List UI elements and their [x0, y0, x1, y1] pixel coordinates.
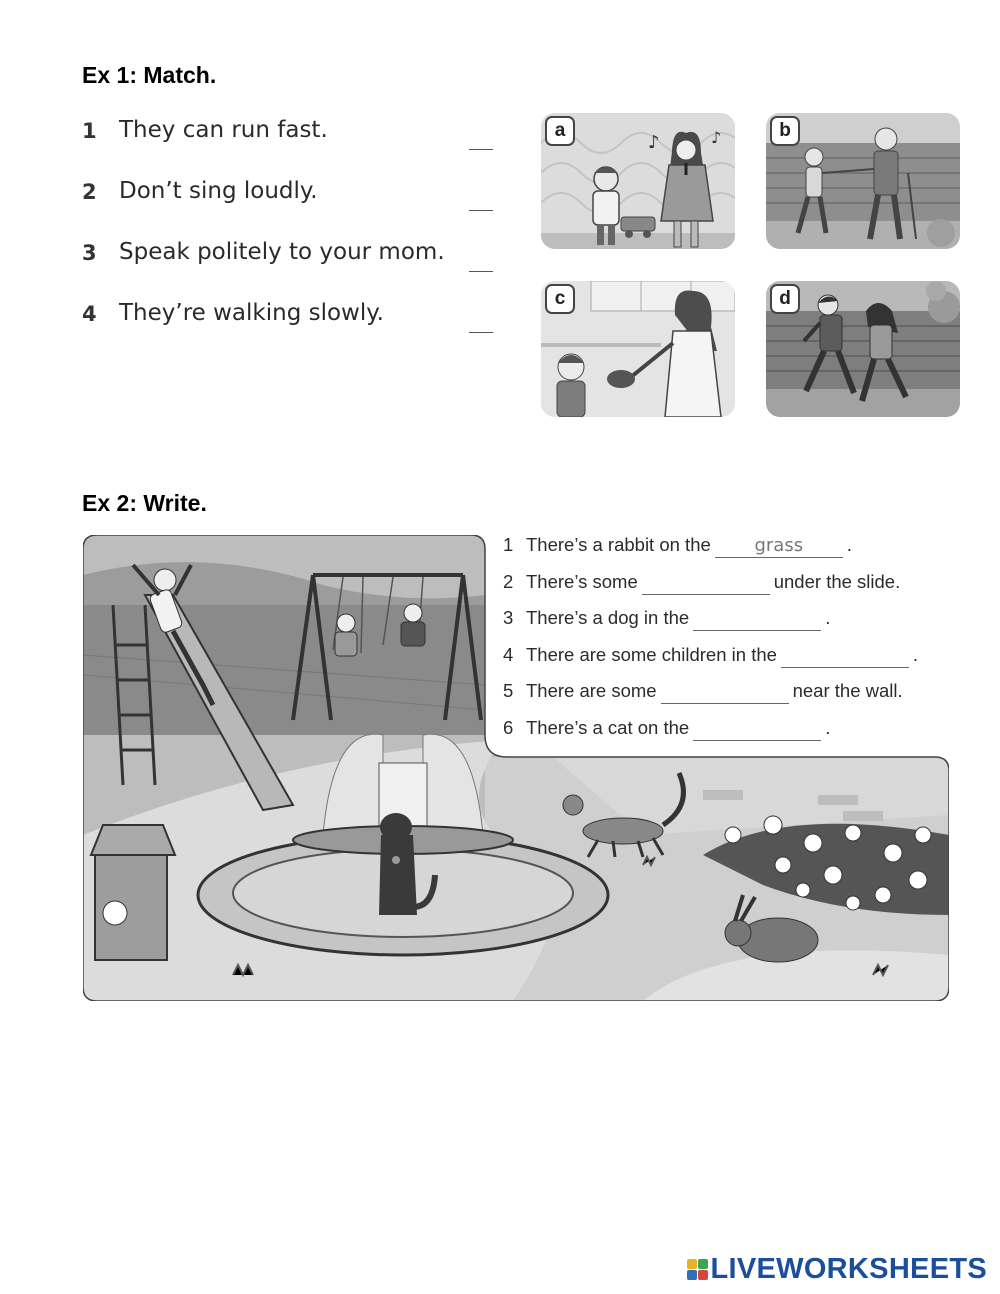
write-item-text-before: There’s a cat on the: [526, 717, 690, 738]
logo-square: [698, 1270, 708, 1280]
write-item-text-after: .: [825, 717, 831, 738]
write-item-text-after: under the slide.: [773, 571, 901, 592]
match-item-text: They’re walking slowly.: [119, 300, 384, 326]
svg-text:♪: ♪: [648, 132, 660, 153]
write-item-number: 3: [503, 607, 514, 628]
logo-text: LIVEWORKSHEETS: [710, 1252, 987, 1285]
write-item-number: 5: [503, 680, 514, 701]
match-answer-2[interactable]: [469, 188, 493, 211]
match-item-text: They can run fast.: [119, 117, 328, 143]
match-item-text: Speak politely to your mom.: [119, 239, 445, 265]
write-item-number: 6: [503, 717, 514, 738]
match-answer-1[interactable]: [469, 127, 493, 150]
write-item-text-before: There’s some: [526, 571, 638, 592]
write-item-number: 1: [503, 534, 514, 555]
match-answer-3[interactable]: [469, 249, 493, 272]
match-answer-4[interactable]: [469, 310, 493, 333]
picture-c: [541, 281, 735, 417]
match-item-1: [82, 113, 502, 153]
picture-label: c: [545, 284, 575, 314]
picture-b: [766, 113, 960, 249]
svg-text:♪: ♪: [711, 128, 722, 147]
write-answer-2[interactable]: [642, 572, 770, 595]
write-item-6: [503, 717, 953, 747]
write-item-text-before: There are some: [526, 680, 657, 701]
write-item-text-after: .: [912, 644, 919, 665]
write-item-text-after: .: [825, 607, 831, 628]
exercise1-title: Ex 1: Match.: [82, 62, 217, 88]
match-item-number: 1: [82, 119, 97, 143]
match-item-number: 3: [82, 241, 97, 265]
write-answer-3[interactable]: [693, 608, 821, 631]
exercise2-title: Ex 2: Write.: [82, 490, 207, 516]
write-item-number: 2: [503, 571, 514, 592]
picture-label: d: [770, 284, 800, 314]
write-item-4: [503, 644, 953, 674]
playground-scene-image: [83, 535, 949, 1001]
match-item-number: 4: [82, 302, 97, 326]
write-item-text-after: near the wall.: [792, 680, 903, 701]
write-item-text-after: .: [846, 534, 852, 555]
logo-square: [687, 1259, 697, 1269]
picture-label: b: [770, 116, 800, 146]
picture-d: [766, 281, 960, 417]
match-item-4: [82, 296, 502, 336]
match-item-number: 2: [82, 180, 97, 204]
logo-square: [698, 1259, 708, 1269]
write-answer-5[interactable]: [661, 681, 789, 704]
logo-square: [687, 1270, 697, 1280]
match-item-2: [82, 174, 502, 214]
write-answer-6[interactable]: [693, 718, 821, 741]
write-item-2: [503, 571, 953, 601]
write-answer-4[interactable]: [781, 645, 909, 668]
picture-a: [541, 113, 735, 249]
match-item-3: [82, 235, 502, 275]
match-item-text: Don’t sing loudly.: [119, 178, 318, 204]
write-item-number: 4: [503, 644, 514, 665]
picture-label: a: [545, 116, 575, 146]
write-item-5: [503, 680, 953, 710]
write-item-text-before: There are some children in the: [526, 644, 777, 665]
liveworksheets-logo[interactable]: [687, 1253, 988, 1285]
write-item-text-before: There’s a rabbit on the: [526, 534, 711, 555]
logo-grid-icon: [687, 1259, 708, 1280]
write-answer-1[interactable]: [715, 535, 843, 558]
write-item-3: [503, 607, 953, 637]
write-item-1: [503, 534, 953, 564]
write-item-text-before: There’s a dog in the: [526, 607, 690, 628]
